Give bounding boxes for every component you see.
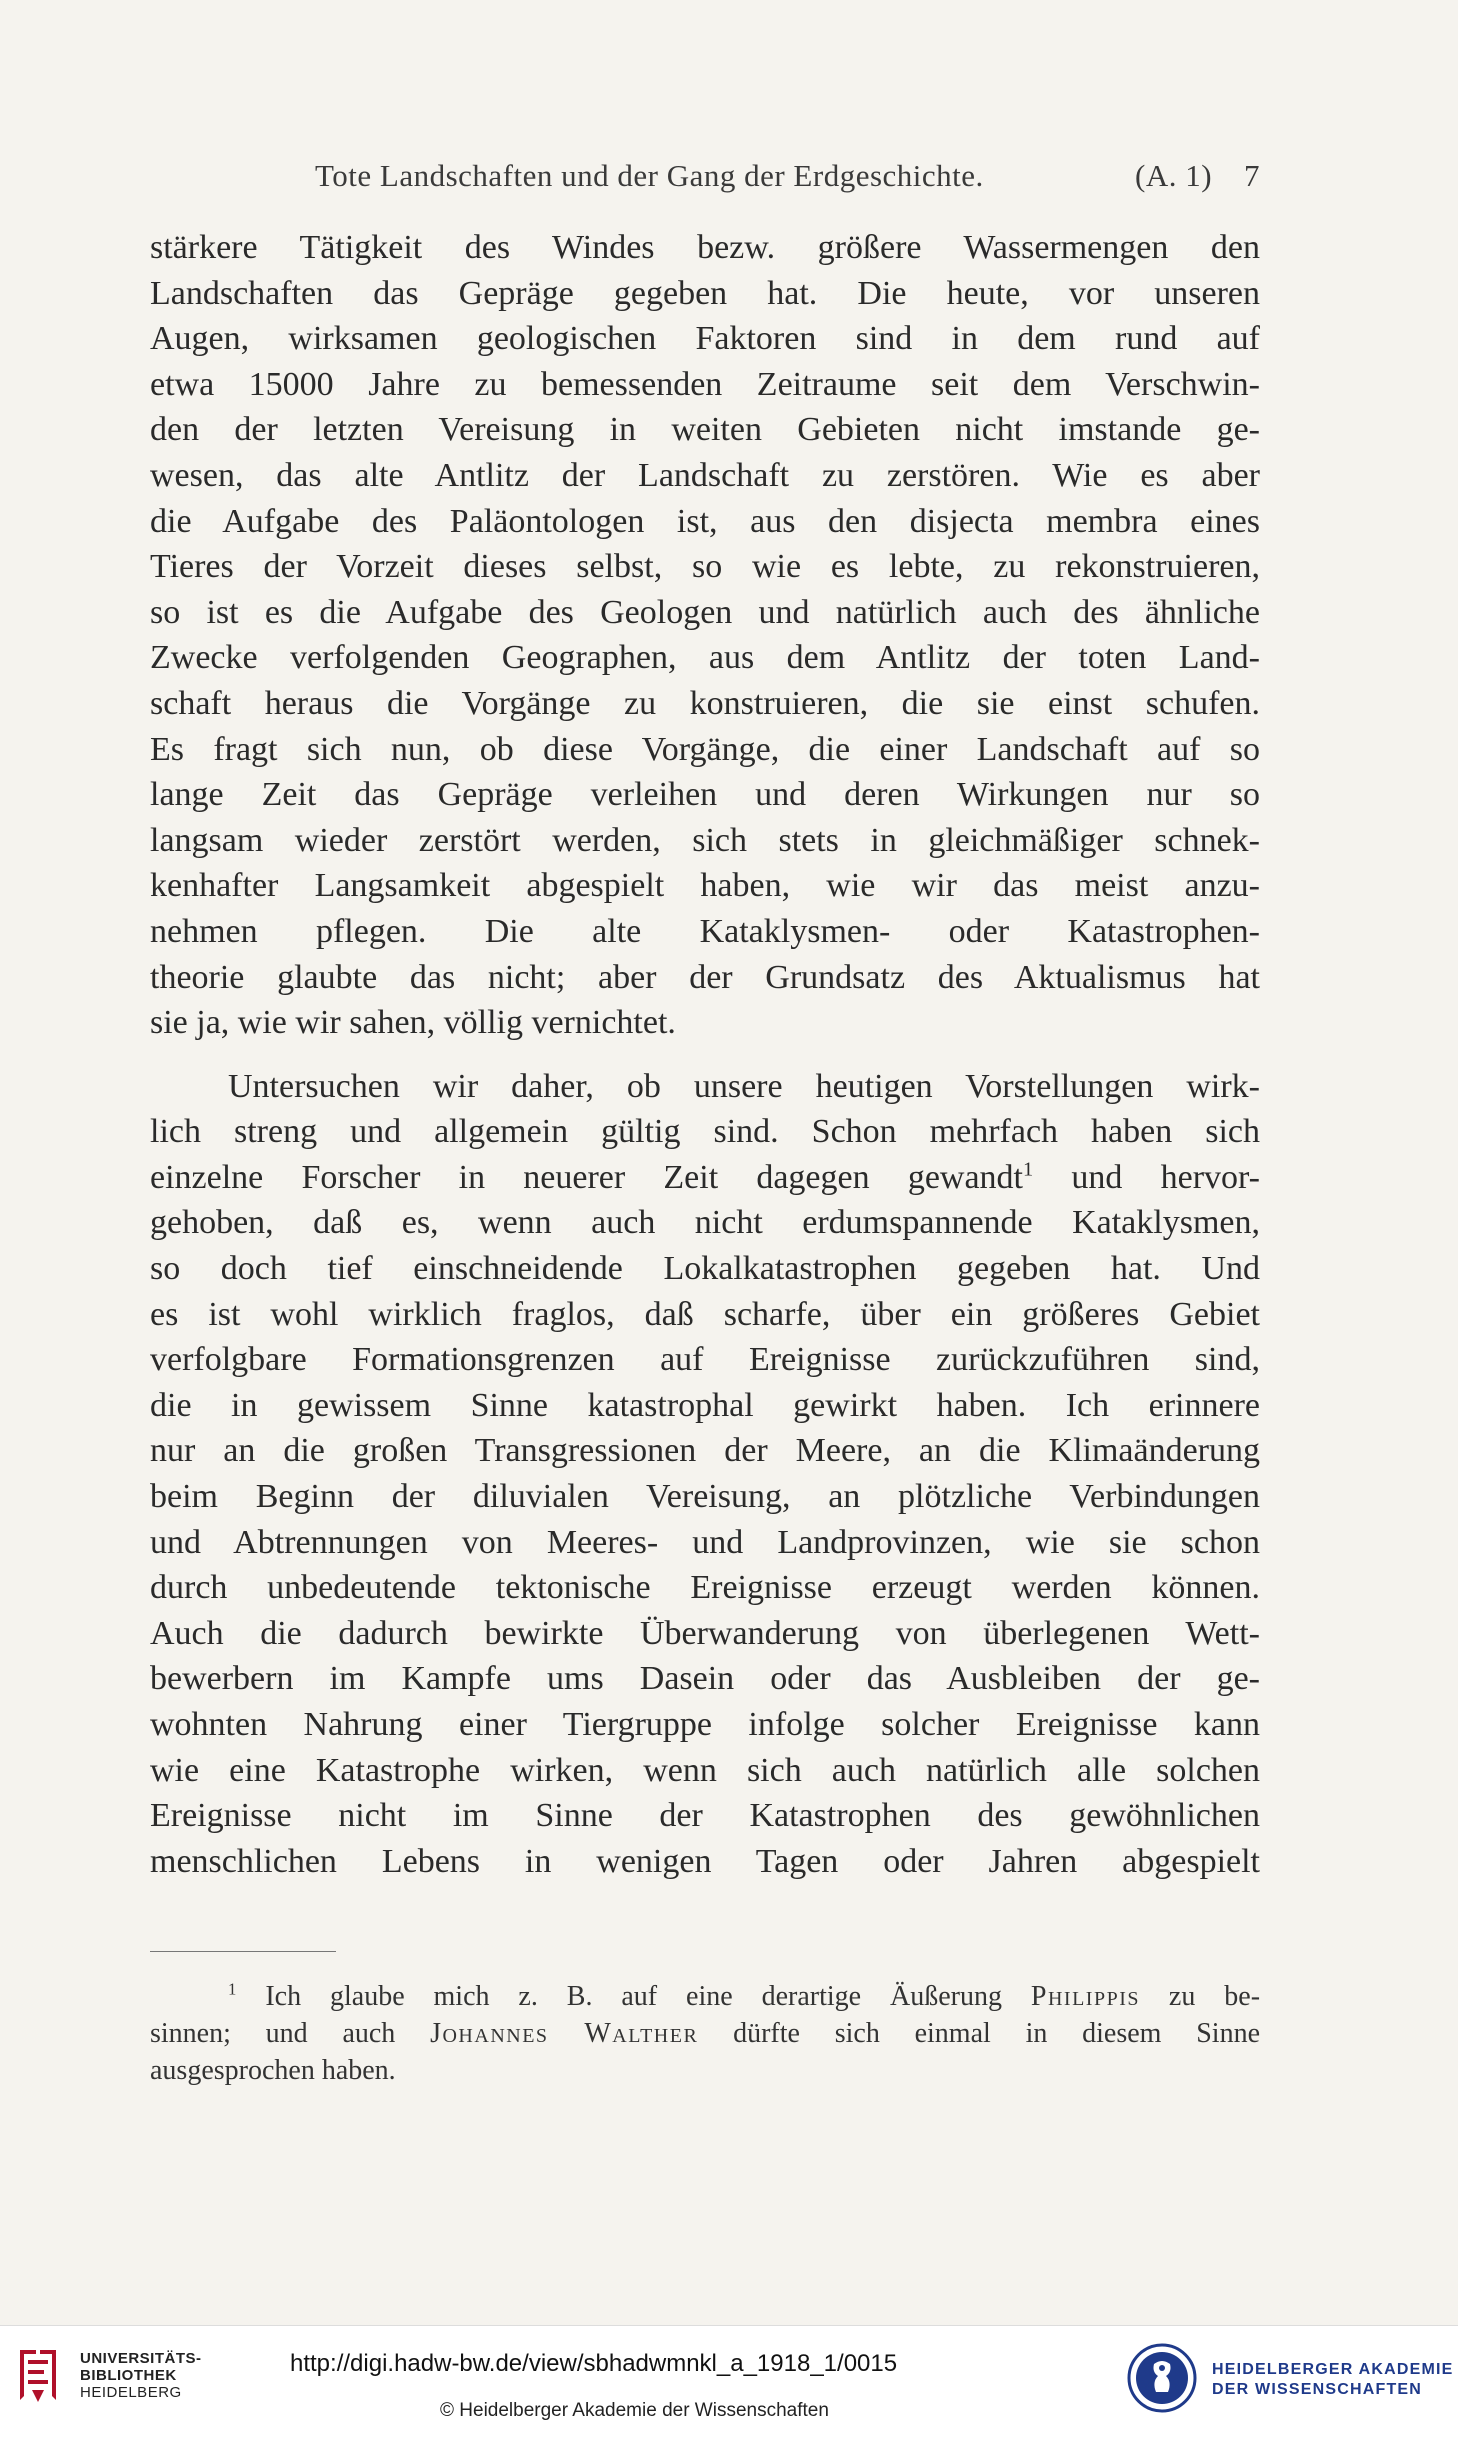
text-line: die in gewissem Sinne katastrophal gewirkt haben. Ich erinnere (150, 1386, 1260, 1424)
text-line: Tieres der Vorzeit dieses selbst, so wie es lebte, zu rekonstruieren, (150, 548, 1260, 586)
viewer-footer (0, 2325, 1458, 2438)
body-text (150, 225, 1260, 1884)
text-line: gehoben, daß es, wenn auch nicht erdumspannende Kataklysmen, (150, 1204, 1260, 1242)
text-segment: einzelne Forscher in neuerer Zeit dagegen gewandt (150, 1158, 1023, 1196)
text-line: beim Beginn der diluvialen Vereisung, an plötzliche Verbindungen (150, 1478, 1260, 1516)
footnote-line (150, 1978, 1260, 2015)
text-line: so ist es die Aufgabe des Geologen und natürlich auch des ähnliche (150, 593, 1260, 631)
academy-seal-icon[interactable] (1126, 2342, 1198, 2414)
university-library-name[interactable] (80, 2350, 202, 2401)
text-line: theorie glaubte das nicht; aber der Grundsatz des Aktualismus hat (150, 958, 1260, 996)
text-line: sie ja, wie wir sahen, völlig vernichtet. (150, 1004, 676, 1042)
text-line: Zwecke verfolgenden Geographen, aus dem Antlitz der toten Land- (150, 639, 1260, 677)
text-line: verfolgbare Formationsgrenzen auf Ereignisse zurückzuführen sind, (150, 1341, 1260, 1379)
footnote-mark: 1 (228, 1979, 237, 1999)
text-line: wesen, das alte Antlitz der Landschaft zu zerstören. Wie es aber (150, 456, 1260, 494)
footnote (150, 1978, 1260, 2089)
text-line: lich streng und allgemein gültig sind. Schon mehrfach haben sich (150, 1113, 1260, 1151)
text-line: stärkere Tätigkeit des Windes bezw. größere Wassermengen den (150, 229, 1260, 266)
text-segment: Ich glaube mich z. B. auf eine derartige Äußerung (265, 1981, 1002, 2012)
section-reference: (A. 1) (1135, 158, 1213, 193)
text-line: die Aufgabe des Paläontologen ist, aus den disjecta membra eines (150, 502, 1260, 540)
library-name-line: HEIDELBERG (80, 2384, 182, 2401)
author-name: Philippis (1030, 1981, 1140, 2012)
library-name-line: BIBLIOTHEK (80, 2367, 177, 2384)
text-segment: und hervor- (1033, 1158, 1260, 1196)
footnote-reference[interactable]: 1 (1023, 1158, 1034, 1181)
text-line: Untersuchen wir daher, ob unsere heutigen Vorstellungen wirk- (228, 1067, 1260, 1105)
footnote-divider (150, 1951, 336, 1952)
text-line: Landschaften das Gepräge gegeben hat. Die heute, vor unseren (150, 274, 1260, 312)
academy-name-line: DER WISSENSCHAFTEN (1212, 2381, 1423, 2398)
text-line: nur an die großen Transgressionen der Meere, an die Klimaänderung (150, 1432, 1260, 1470)
footnote-line: ausgesprochen haben. (150, 2055, 396, 2086)
footnote-line (150, 2015, 1260, 2052)
running-header (150, 158, 1260, 202)
text-line: menschlichen Lebens in wenigen Tagen oder Jahren abgespielt (150, 1842, 1260, 1880)
academy-name-line: HEIDELBERGER AKADEMIE (1212, 2361, 1454, 2378)
text-line: so doch tief einschneidende Lokalkatastrophen gegeben hat. Und (150, 1250, 1260, 1288)
text-segment: sinnen; und auch (150, 2018, 396, 2049)
text-line: etwa 15000 Jahre zu bemessenden Zeitraume seit dem Verschwin- (150, 365, 1260, 403)
text-line: schaft heraus die Vorgänge zu konstruieren, die sie einst schufen. (150, 684, 1260, 722)
text-segment: zu be- (1168, 1981, 1260, 2012)
text-line: langsam wieder zerstört werden, sich stets in gleichmäßiger schnek- (150, 821, 1260, 859)
author-name: Johannes Walther (430, 2018, 699, 2049)
running-title: Tote Landschaften und der Gang der Erdgeschichte. (315, 158, 984, 193)
page-number: 7 (1244, 158, 1260, 193)
text-line: Auch die dadurch bewirkte Überwanderung von überlegenen Wett- (150, 1614, 1260, 1652)
text-line: den der letzten Vereisung in weiten Gebieten nicht imstande ge- (150, 411, 1260, 449)
text-segment: dürfte sich einmal in diesem Sinne (733, 2018, 1260, 2049)
text-line: lange Zeit das Gepräge verleihen und deren Wirkungen nur so (150, 776, 1260, 814)
university-library-logo-icon[interactable] (14, 2344, 62, 2406)
text-line: kenhafter Langsamkeit abgespielt haben, wie wir das meist anzu- (150, 867, 1260, 905)
text-line: bewerbern im Kampfe ums Dasein oder das Ausbleiben der ge- (150, 1660, 1260, 1698)
text-line: es ist wohl wirklich fraglos, daß scharfe, über ein größeres Gebiet (150, 1295, 1260, 1333)
library-name-line: UNIVERSITÄTS- (80, 2350, 202, 2367)
paragraph-gap (150, 1046, 1260, 1064)
permalink-url[interactable]: http://digi.hadw-bw.de/view/sbhadwmnkl_a_1918_1/0015 (290, 2350, 898, 2377)
copyright-notice: © Heidelberger Akademie der Wissenschaften (440, 2400, 829, 2421)
academy-name[interactable] (1212, 2360, 1454, 2400)
text-line: Es fragt sich nun, ob diese Vorgänge, die einer Landschaft auf so (150, 730, 1260, 768)
text-line: Ereignisse nicht im Sinne der Katastrophen des gewöhnlichen (150, 1797, 1260, 1835)
text-line: Augen, wirksamen geologischen Faktoren sind in dem rund auf (150, 320, 1260, 358)
text-line: durch unbedeutende tektonische Ereignisse erzeugt werden können. (150, 1569, 1260, 1607)
text-line: wohnten Nahrung einer Tiergruppe infolge solcher Ereignisse kann (150, 1706, 1260, 1743)
text-line: wie eine Katastrophe wirken, wenn sich auch natürlich alle solchen (150, 1751, 1260, 1789)
text-line: nehmen pflegen. Die alte Kataklysmen- oder Katastrophen- (150, 912, 1260, 950)
text-line-with-footnote (150, 1155, 1260, 1201)
text-line: und Abtrennungen von Meeres- und Landprovinzen, wie sie schon (150, 1523, 1260, 1561)
